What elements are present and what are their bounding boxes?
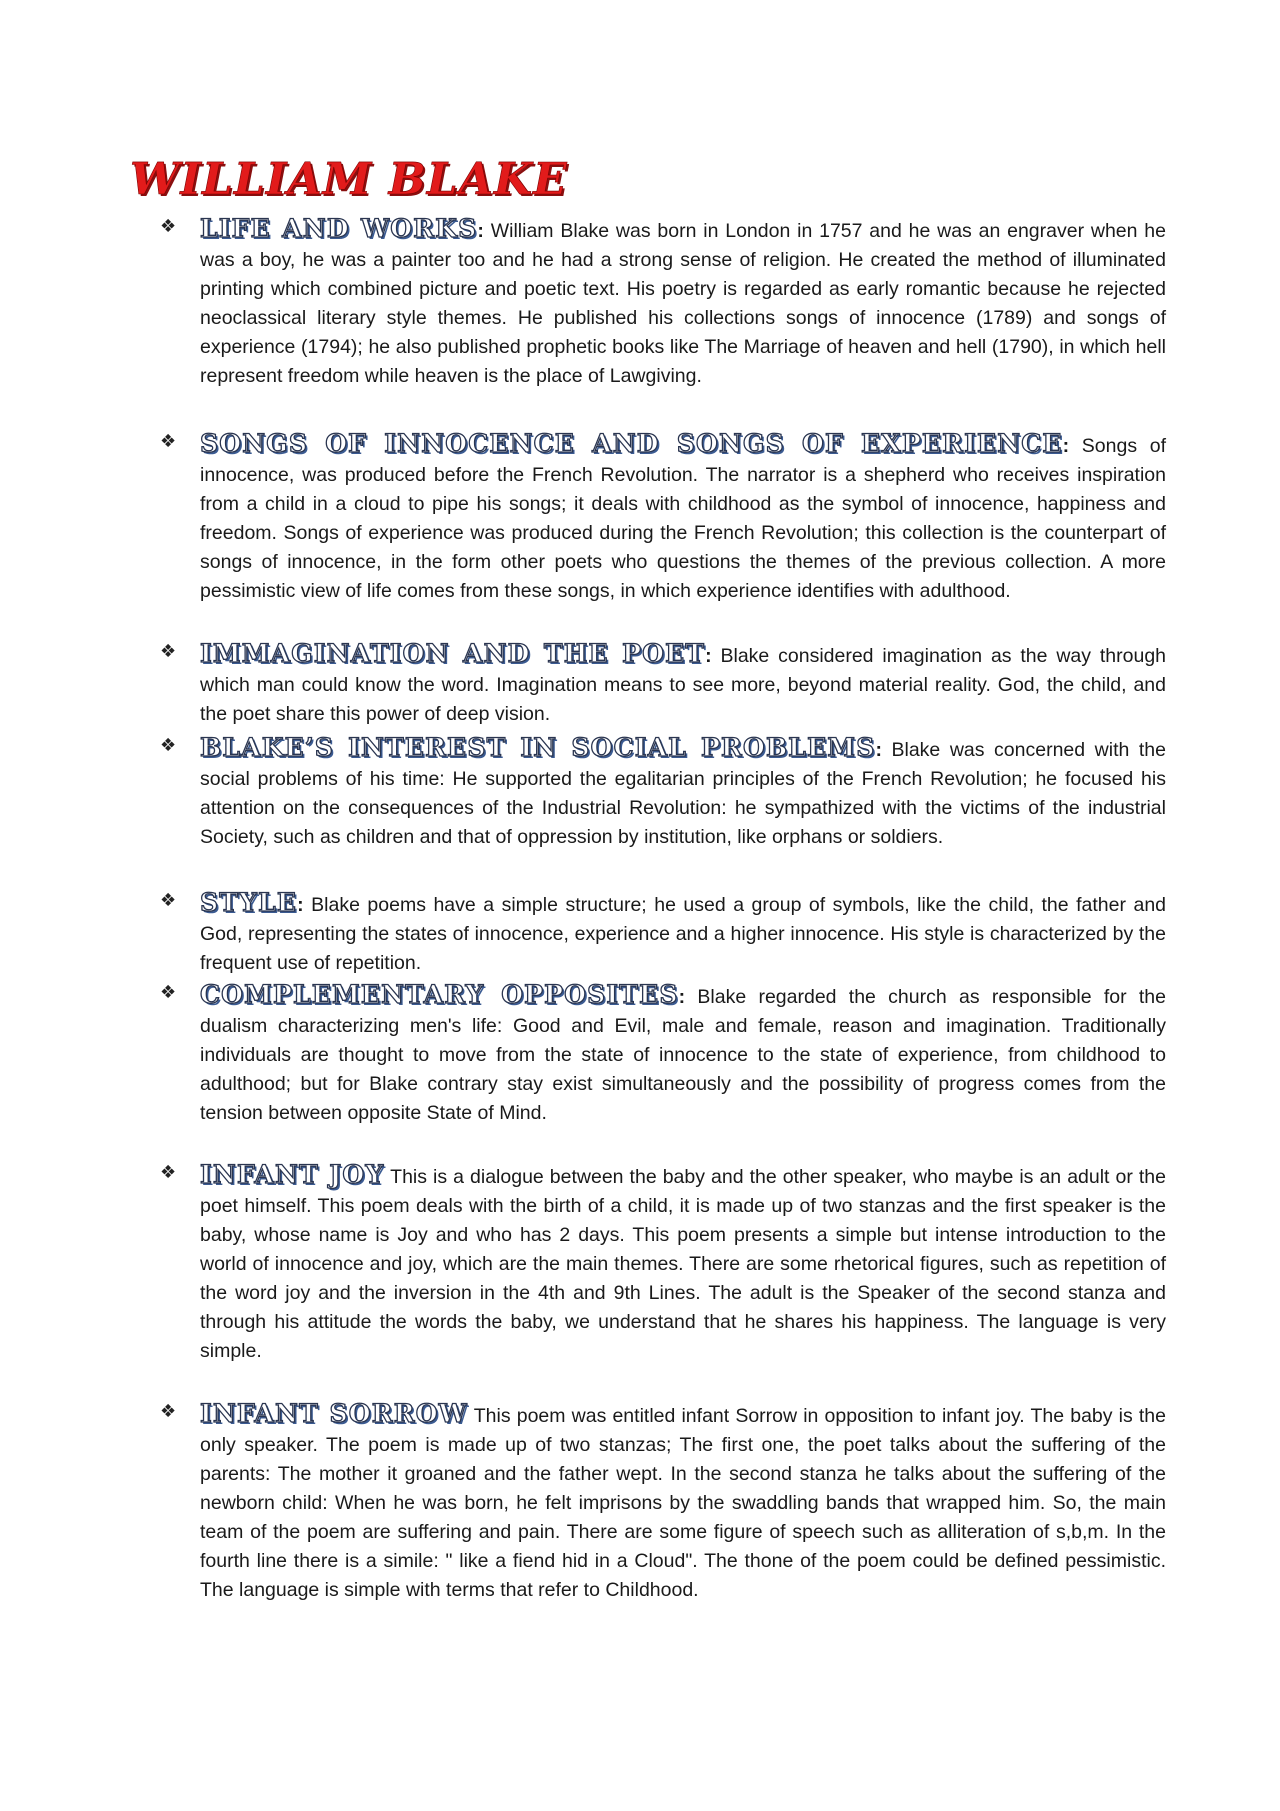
- section-life-and-works: [160, 214, 1166, 391]
- diamond-bullet-icon: ❖: [160, 890, 177, 911]
- section-text: This poem was entitled infant Sorrow in opposition to infant joy. The baby is the only speaker. The poem is made up of two stanzas; The first one, the poet talks about the suffering of the parents: The mother it groaned and the father wept. In the second stanza he talks about the suffering of the newborn child: When he was born, he felt imprisons by the swaddling bands that wrapped him. So, the main team of the poem are suffering and pain. There are some figure of speech such as alliteration of s,b,m. In the fourth line there is a simile: " like a fiend hid in a Cloud". The thone of the poem could be defined pessimistic. The language is simple with terms that refer to Childhood.: [200, 1405, 1166, 1601]
- section-heading: BLAKE’S INTEREST IN SOCIAL PROBLEMS: [200, 733, 876, 762]
- section-text: William Blake was born in London in 1757 and he was an engraver when he was a boy, he was a painter too and he had a strong sense of religion. He created the method of illuminated printing which combined picture and poetic text. His poetry is regarded as early romantic because he rejected neoclassical literary style themes. He published his collections songs of innocence (1789) and songs of experience (1794); he also published prophetic books like The Marriage of heaven and hell (1790), in which hell represent freedom while heaven is the place of Lawgiving.: [200, 220, 1166, 387]
- section-text: Blake considered imagination as the way through which man could know the word. Imagination means to see more, beyond material reality. God, the child, and the poet share this power of deep vision.: [200, 645, 1167, 725]
- section-body: [200, 980, 1166, 1128]
- section-heading: LIFE AND WORKS: [200, 214, 478, 243]
- diamond-bullet-icon: ❖: [160, 982, 177, 1003]
- section-infant-joy: [160, 1160, 1166, 1366]
- diamond-bullet-icon: ❖: [160, 641, 177, 662]
- diamond-bullet-icon: ❖: [160, 216, 177, 237]
- section-body: [200, 429, 1166, 606]
- document-title: WILLIAM BLAKE: [130, 154, 568, 205]
- section-body: [200, 1160, 1166, 1366]
- heading-separator: :: [705, 645, 712, 667]
- section-style: [160, 888, 1166, 978]
- section-text: This is a dialogue between the baby and the other speaker, who maybe is an adult or the poet himself. This poem deals with the birth of a child, it is made up of two stanzas and the first speaker is the baby, whose name is Joy and who has 2 days. This poem presents a simple but intense introduction to the world of innocence and joy, which are the main themes. There are some rhetorical figures, such as repetition of the word joy and the inversion in the 4th and 9th Lines. The adult is the Speaker of the second stanza and through his attitude the words the baby, we understand that he shares his happiness. The language is very simple.: [200, 1166, 1166, 1362]
- heading-separator: :: [297, 894, 304, 916]
- diamond-bullet-icon: ❖: [160, 1162, 177, 1183]
- section-heading: SONGS OF INNOCENCE AND SONGS OF EXPERIENCE: [200, 429, 1063, 458]
- section-body: [200, 1399, 1166, 1605]
- section-heading: COMPLEMENTARY OPPOSITES: [200, 980, 679, 1009]
- section-heading: INFANT SORROW: [200, 1399, 468, 1428]
- diamond-bullet-icon: ❖: [160, 1401, 177, 1422]
- section-heading: INFANT JOY: [200, 1160, 385, 1189]
- diamond-bullet-icon: ❖: [160, 735, 177, 756]
- section-social-problems: [160, 733, 1166, 852]
- diamond-bullet-icon: ❖: [160, 431, 177, 452]
- section-text: Blake regarded the church as responsible for the dualism characterizing men's life: Good and Evil, male and female, reason and imagination. Traditionally individuals are thought to move from the state of innocence to the state of experience, from childhood to adulthood; but for Blake contrary stay exist simultaneously and the possibility of progress comes from the tension between opposite State of Mind.: [200, 986, 1166, 1124]
- section-heading: IMMAGINATION AND THE POET: [200, 639, 706, 668]
- section-body: [200, 214, 1166, 391]
- section-infant-sorrow: [160, 1399, 1166, 1605]
- heading-separator: :: [477, 220, 484, 242]
- section-text: Blake poems have a simple structure; he used a group of symbols, like the child, the father and God, representing the states of innocence, experience and a higher innocence. His style is characterized by the frequent use of repetition.: [200, 894, 1167, 974]
- section-text: Blake was concerned with the social problems of his time: He supported the egalitarian principles of the French Revolution; he focused his attention on the consequences of the Industrial Revolution: he sympathized with the victims of the industrial Society, such as children and that of oppression by institution, like orphans or soldiers.: [200, 739, 1166, 848]
- heading-separator: :: [678, 986, 686, 1008]
- section-complementary-opposites: [160, 980, 1166, 1128]
- section-body: [200, 733, 1166, 852]
- section-body: [200, 639, 1166, 729]
- section-heading: STYLE: [200, 888, 298, 917]
- section-text: Songs of innocence, was produced before the French Revolution. The narrator is a shepherd who receives inspiration from a child in a cloud to pipe his songs; it deals with childhood as the symbol of innocence, happiness and freedom. Songs of experience was produced during the French Revolution; this collection is the counterpart of songs of innocence, in the form other poets who questions the themes of the previous collection. A more pessimistic view of life comes from these songs, in which experience identifies with adulthood.: [200, 435, 1166, 602]
- section-immagination-and-the-poet: [160, 639, 1166, 729]
- section-songs-of-innocence-and-experience: [160, 429, 1166, 606]
- heading-separator: :: [875, 739, 882, 761]
- heading-separator: :: [1062, 435, 1070, 457]
- section-body: [200, 888, 1166, 978]
